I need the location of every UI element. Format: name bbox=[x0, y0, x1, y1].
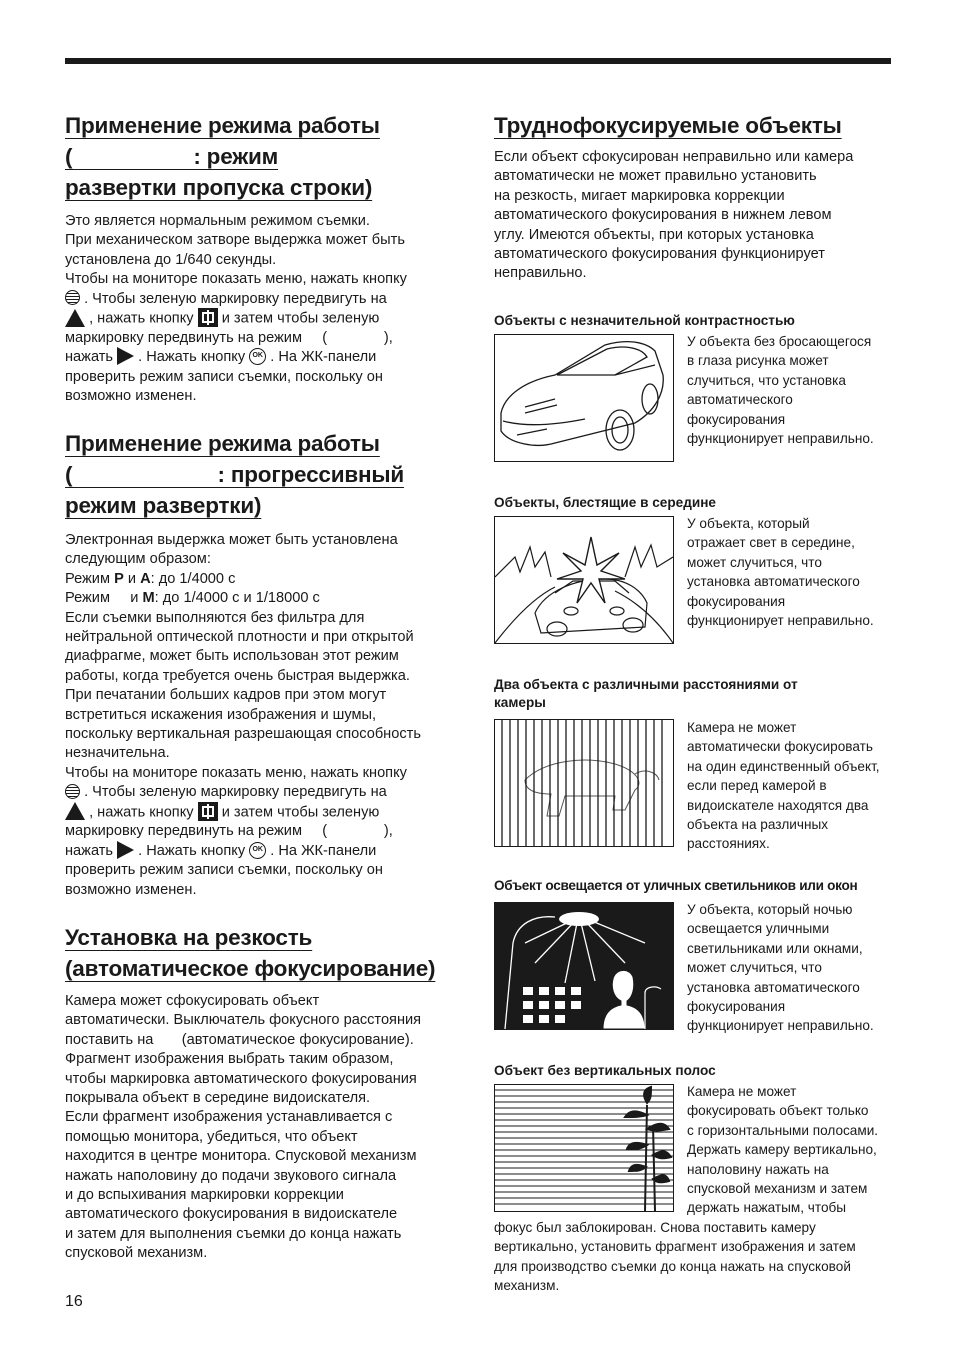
right-arrow-icon bbox=[117, 347, 134, 365]
ok-button-icon: OK bbox=[249, 842, 266, 859]
shiny-car-illustration bbox=[494, 516, 674, 644]
section-title: Применение режима работы ( : режим развертки пропуска строки) bbox=[65, 113, 380, 200]
section-interlaced-body: Это является нормальным режимом съемки. При механическом затворе выдержка может быть установлена до 1/640 секунды. Чтобы на мониторе показать меню, нажать кнопку . Чтобы зеленую маркировку передвигуть на , нажать кнопку и затем чтобы зеленую маркировку передвинуть на режим ( ), нажать . Нажать кнопку OK . На ЖК-панели проверить режим записи съемки, поскольку он возможно изменен. bbox=[65, 213, 407, 405]
horizontal-blinds-drawing bbox=[495, 1085, 673, 1211]
section-difficult-body: Если объект сфокусирован неправильно или камера автоматически не может правильно установить на резкость, мигает маркировка коррекции автоматического фокусирования в нижнем левом углу. Имеются объекты, при которых установка автоматического фокусирования функционирует неправильно. bbox=[494, 149, 854, 282]
night-street-illustration bbox=[494, 902, 674, 1030]
up-arrow-icon bbox=[65, 309, 85, 327]
page-number: 16 bbox=[65, 1293, 83, 1310]
item-street-light-title: Объект освещается от уличных светильников или окон bbox=[494, 878, 858, 893]
caged-tiger-illustration bbox=[494, 719, 674, 847]
item-low-contrast-text: У объекта без бросающегося в глаза рисунка может случиться, что установка автоматического фокусирования функционирует неправильно. bbox=[687, 334, 874, 447]
section-interlaced bbox=[65, 110, 465, 203]
section-progressive-body: Электронная выдержка может быть установлена следующим образом: Режим P и A: до 1/4000 с Режим и M: до 1/4000 с и 1/18000 с Если съемки выполняются без фильтра для нейтральной оптической плотности и при открытой диафрагме, может быть использован этот режим работы, когда требуется очень быстрая выдержка. При печатании больших кадров при этом могут встретиться искажения изображения и шумы, поскольку вертикальная разрешающая способность незначительна. Чтобы на мониторе показать меню, нажать кнопку . Чтобы зеленую маркировку передвигуть на , нажать кнопку и затем чтобы зеленую маркировку передвинуть на режим ( ), нажать . Нажать кнопку OK . На ЖК-панели проверить режим записи съемки, поскольку он возможно изменен. bbox=[65, 531, 465, 900]
section-autofocus bbox=[65, 922, 465, 984]
item-shiny-title: Объекты, блестящие в середине bbox=[494, 495, 716, 510]
shiny-car-drawing bbox=[495, 517, 673, 643]
blinds-illustration bbox=[494, 1084, 674, 1212]
section-title: Установка на резкость (автоматическое фокусирование) bbox=[65, 925, 436, 981]
section-difficult-subjects bbox=[494, 110, 892, 141]
car-drawing bbox=[495, 335, 673, 461]
street-light-drawing bbox=[495, 903, 673, 1029]
item-horizontal-stripes-title: Объект без вертикальных полос bbox=[494, 1063, 716, 1078]
select-button-icon bbox=[198, 802, 218, 821]
menu-button-icon bbox=[65, 290, 80, 305]
item-street-light-text: У объекта, который ночью освещается уличными светильниками или окнами, может случиться, что установка автоматического фокусирования функционирует неправильно. bbox=[687, 902, 874, 1034]
item-horizontal-stripes-text-continued: фокус был заблокирован. Снова поставить камеру вертикально, установить фрагмент изображения и затем для производство съемки до конца нажать на спусковой механизм. bbox=[494, 1220, 856, 1294]
mode-pa-line: Режим P и A: до 1/4000 с bbox=[65, 570, 236, 587]
item-shiny-text: У объекта, который отражает свет в середине, может случиться, что установка автоматического фокусирования функционирует неправильно. bbox=[687, 516, 874, 629]
section-title: Применение режима работы ( : прогрессивный режим развертки) bbox=[65, 431, 405, 518]
select-button-icon bbox=[198, 308, 218, 327]
item-two-distances-title: Два объекта с различными расстояниями от камеры bbox=[494, 677, 798, 710]
item-two-distances-text: Камера не может автоматически фокусировать на один единственный объект, если перед камерой в видоискателе находятся два объекта на различных расстояниях. bbox=[687, 720, 880, 852]
mode-m-line: Режим и M: до 1/4000 с и 1/18000 с bbox=[65, 590, 320, 607]
ok-button-icon: OK bbox=[249, 348, 266, 365]
section-progressive bbox=[65, 428, 465, 521]
top-rule bbox=[65, 58, 891, 64]
cage-bars-drawing bbox=[495, 720, 673, 846]
item-horizontal-stripes-text: Камера не может фокусировать объект только с горизонтальными полосами. Держать камеру вертикально, наполовину нажать на спусковой механизм и затем держать нажатым, чтобы bbox=[687, 1084, 879, 1216]
up-arrow-icon bbox=[65, 802, 85, 820]
item-low-contrast-title: Объекты с незначительной контрастностью bbox=[494, 313, 795, 328]
section-autofocus-body: Камера может сфокусировать объект автоматически. Выключатель фокусного расстояния поставить на (автоматическое фокусирование). Фрагмент изображения выбрать таким образом, чтобы маркировка автоматического фокусирования покрывала объект в середине видоискателя. Если фрагмент изображения устанавливается с помощью монитора, убедиться, что объект находится в центре монитора. Спусковой механизм нажать наполовину до подачи звукового сигнала и до вспыхивания маркировки коррекции автоматического фокусирования в видоискателе и затем для выполнения съемки до конца нажать спусковой механизм. bbox=[65, 993, 422, 1262]
right-arrow-icon bbox=[117, 841, 134, 859]
section-title: Труднофокусируемые объекты bbox=[494, 113, 842, 138]
car-illustration bbox=[494, 334, 674, 462]
menu-button-icon bbox=[65, 784, 80, 799]
